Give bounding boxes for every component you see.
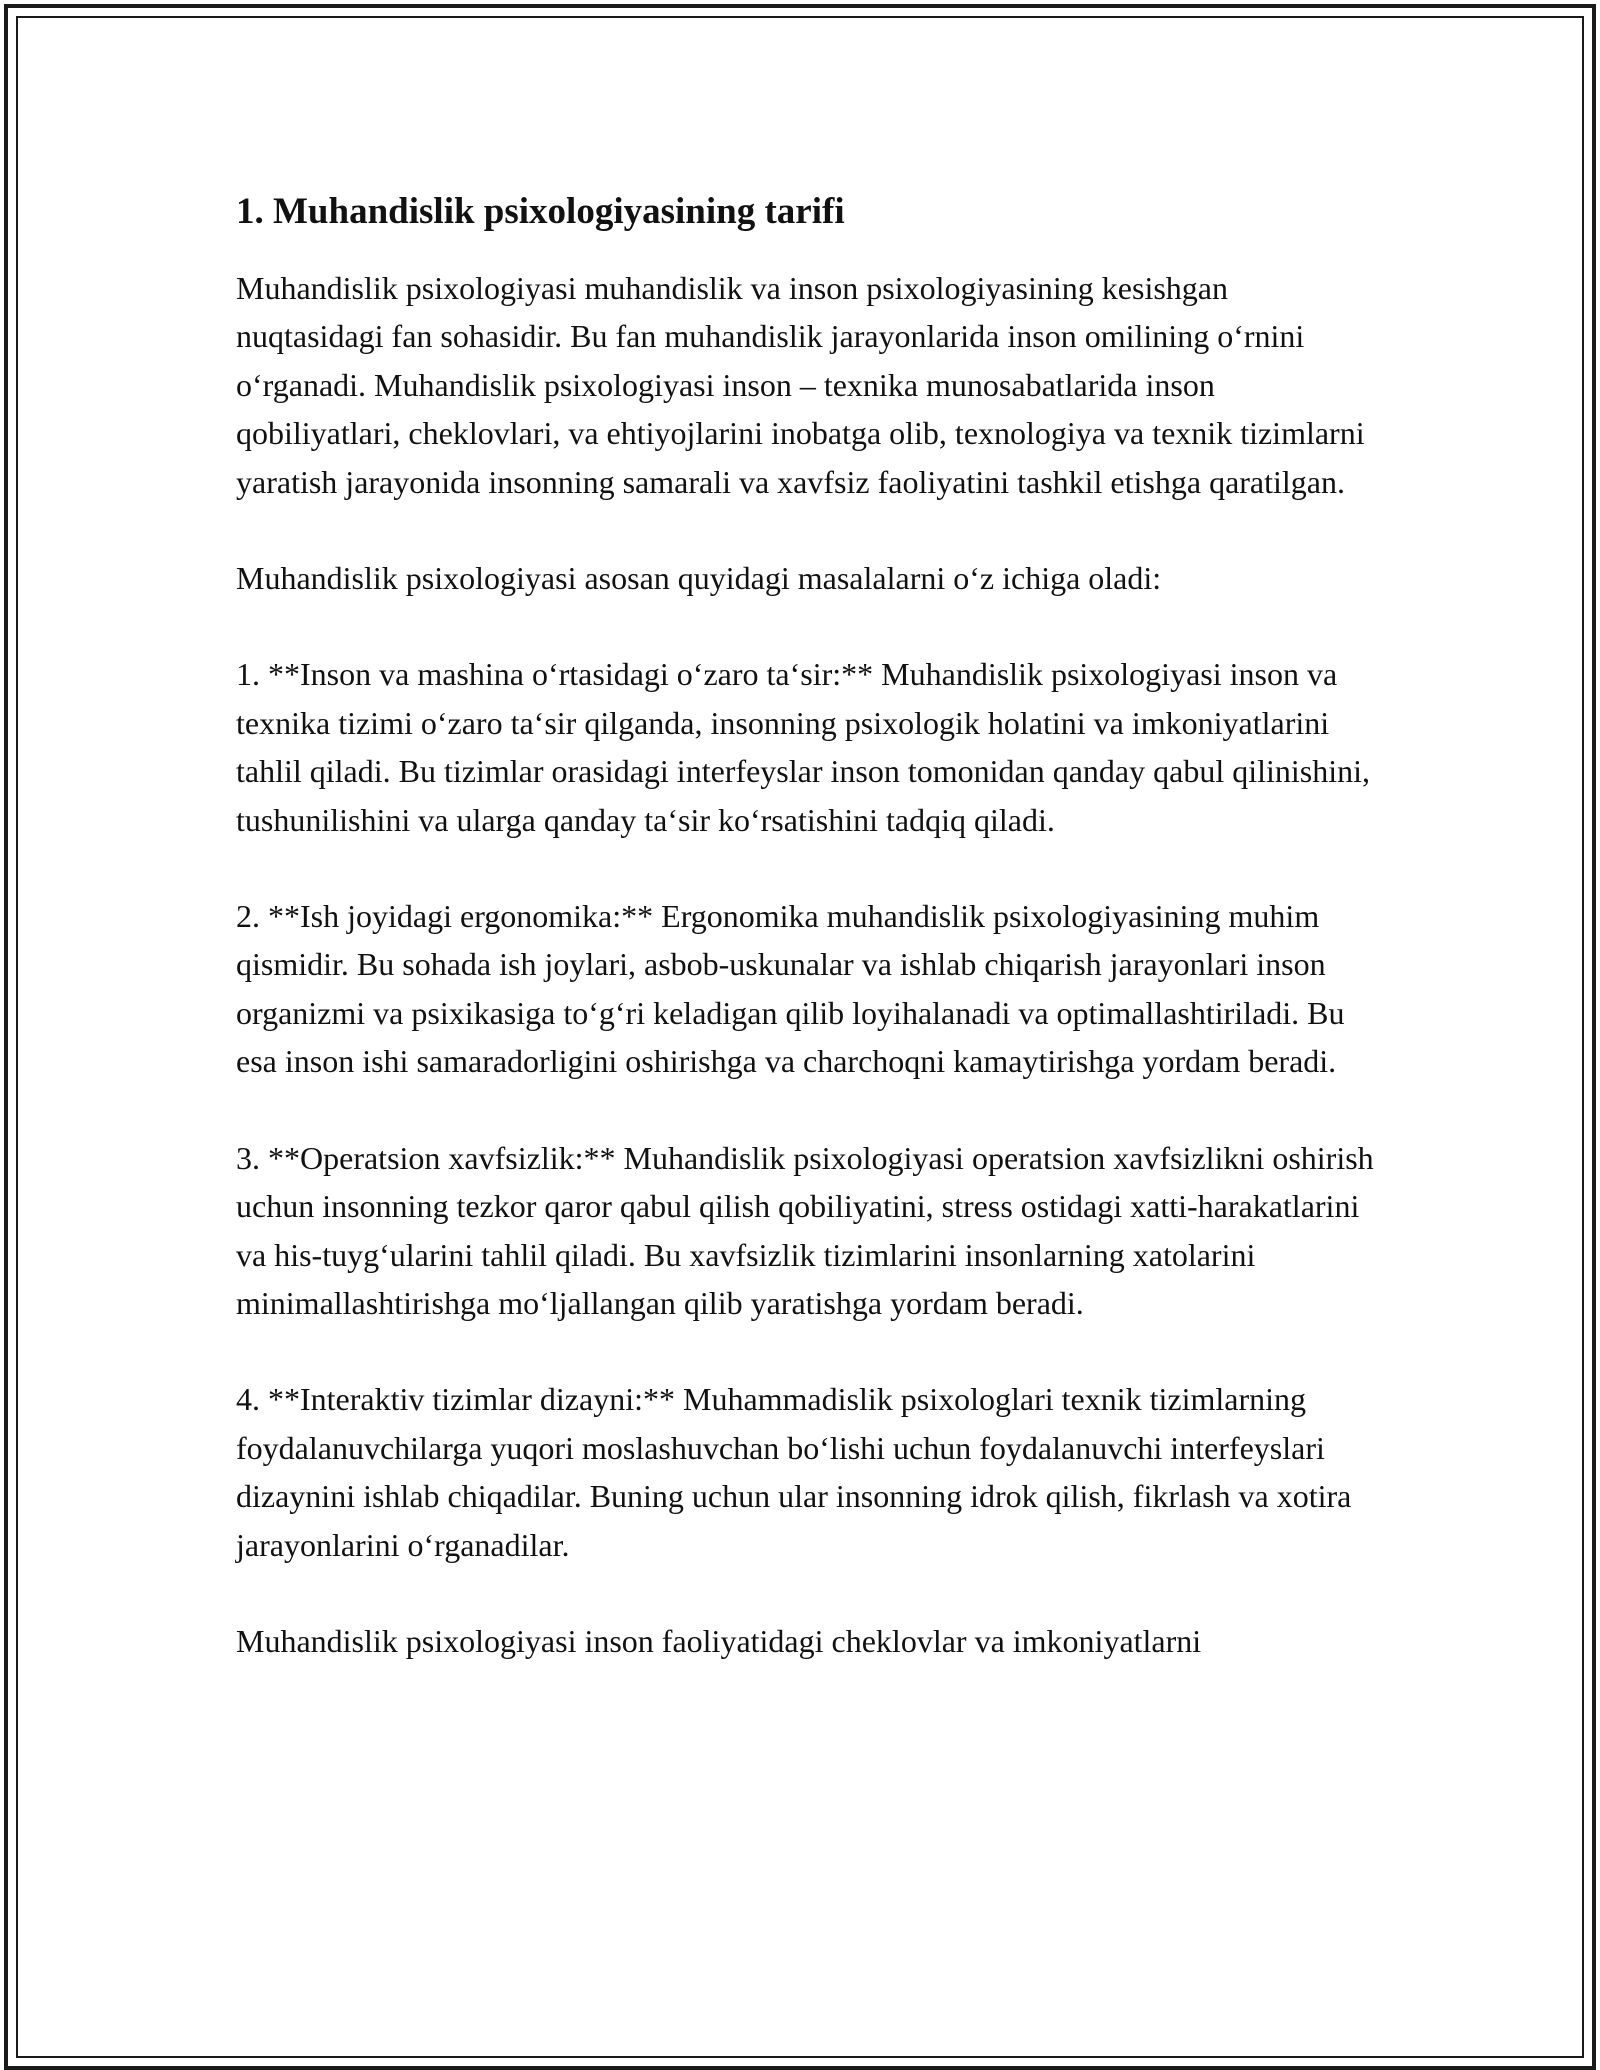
closing-paragraph: Muhandislik psixologiyasi inson faoliyatidagi cheklovlar va imkoniyatlarni [236,1622,1202,1659]
list-item-4: 4. **Interaktiv tizimlar dizayni:** Muhammadislik psixologlari texnik tizimlarning foydalanuvchilarga yuqori moslashuvchan boʻlishi uchun foydalanuvchi interfeyslari dizaynini ishlab chiqadilar. Buning uchun ular insonning idrok qilish, fikrlash va xotira jarayonlarini oʻrganadilar. [236,1381,1352,1563]
intro-paragraph: Muhandislik psixologiyasi muhandislik va inson psixologiyasining kesishgan nuqtasidagi fan sohasidir. Bu fan muhandislik jarayonlarida inson omilining oʻrnini oʻrganadi. Muhandislik psixologiyasi inson – texnika munosabatlarida inson qobiliyatlari, cheklovlari, va ehtiyojlarini inobatga olib, texnologiya va texnik tizimlarni yaratish jarayonida insonning samarali va xavfsiz faoliyatini tashkil etishga qaratilgan. [236,270,1365,500]
list-item-1: 1. **Inson va mashina oʻrtasidagi oʻzaro taʻsir:** Muhandislik psixologiyasi inson va texnika tizimi oʻzaro taʻsir qilganda, insonning psixologik holatini va imkoniyatlarini tahlil qiladi. Bu tizimlar orasidagi interfeyslar inson tomonidan qanday qabul qilinishini, tushunilishini va ularga qanday taʻsir koʻrsatishini tadqiq qiladi. [236,656,1371,838]
document-page [236,186,1376,1713]
list-intro-paragraph: Muhandislik psixologiyasi asosan quyidagi masalalarni oʻz ichiga oladi: [236,560,1162,597]
section-heading: 1. Muhandislik psixologiyasining tarifi [236,191,845,232]
list-item-2: 2. **Ish joyidagi ergonomika:** Ergonomika muhandislik psixologiyasining muhim qismidir. Bu sohada ish joylari, asbob-uskunalar va ishlab chiqarish jarayonlari inson organizmi va psixikasiga toʻgʻri keladigan qilib loyihalanadi va optimallashtiriladi. Bu esa inson ishi samaradorligini oshirishga va charchoqni kamaytirishga yordam beradi. [236,898,1345,1080]
list-item-3: 3. **Operatsion xavfsizlik:** Muhandislik psixologiyasi operatsion xavfsizlikni oshirish uchun insonning tezkor qaror qabul qilish qobiliyatini, stress ostidagi xatti-harakatlarini va his-tuygʻularini tahlil qiladi. Bu xavfsizlik tizimlarini insonlarning xatolarini minimallashtirishga moʻljallangan qilib yaratishga yordam beradi. [236,1139,1374,1321]
